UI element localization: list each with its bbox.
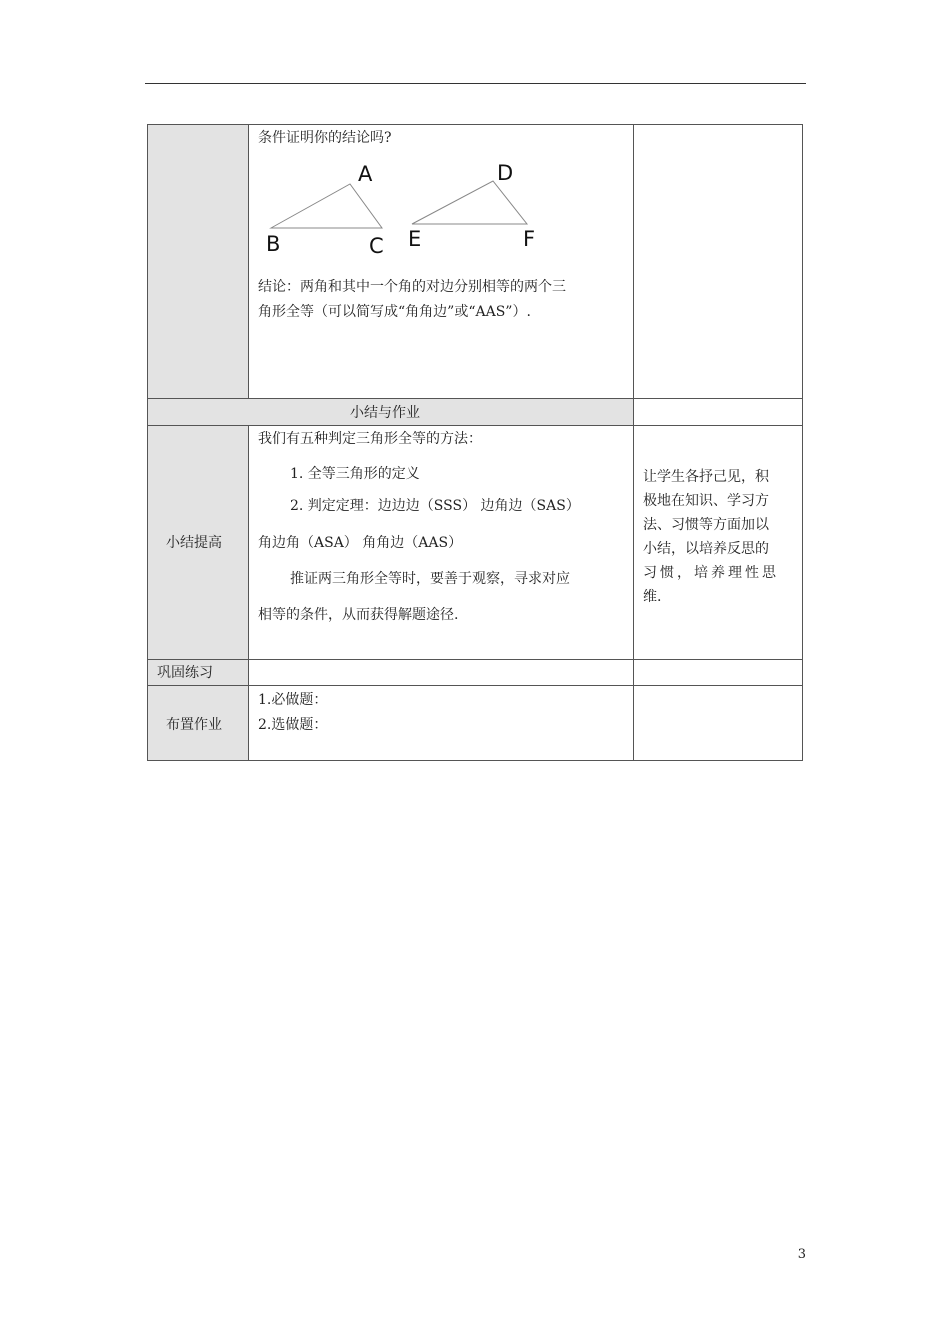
table-border-left (147, 124, 148, 761)
summary-note-line-3: 法、习惯等方面加以 (643, 517, 769, 533)
summary-note-line-4: 小结，以培养反思的 (643, 541, 769, 557)
conclusion-line-2: 角形全等（可以简写成“角角边”或“AAS”）. (258, 304, 531, 320)
header-rule (145, 83, 806, 84)
summary-line-6: 相等的条件，从而获得解题途径. (258, 607, 459, 623)
triangle-abc (271, 184, 382, 228)
triangle-figure (255, 155, 585, 265)
summary-line-4: 角边角（ASA） 角角边（AAS） (258, 535, 463, 551)
summary-line-1: 我们有五种判定三角形全等的方法： (258, 431, 482, 447)
table-border-top (147, 124, 803, 125)
table-rule-1 (147, 398, 803, 399)
table-rule-4 (147, 685, 803, 686)
summary-line-5: 推证两三角形全等时，要善于观察，寻求对应 (290, 571, 570, 587)
vertex-label-c: C (369, 234, 384, 258)
summary-note-line-6: 维. (643, 589, 662, 605)
vertex-label-e: E (408, 227, 422, 251)
summary-label: 小结提高 (166, 535, 222, 551)
column-divider-1a (248, 124, 249, 399)
summary-line-2: 1. 全等三角形的定义 (290, 466, 420, 482)
column-divider-1b (248, 425, 249, 761)
vertex-label-d: D (497, 161, 514, 185)
summary-note (643, 467, 793, 605)
table-rule-3 (147, 659, 803, 660)
conclusion-line-1: 结论：两角和其中一个角的对边分别相等的两个三 (258, 279, 566, 295)
homework-item-2: 2.选做题： (258, 717, 328, 733)
homework-item-1: 1.必做题： (258, 692, 328, 708)
summary-note-line-5: 习惯，培养理性思 (643, 565, 779, 581)
vertex-label-a: A (358, 162, 373, 186)
vertex-label-b: B (266, 232, 281, 256)
table-border-right (802, 124, 803, 761)
summary-note-line-1: 让学生各抒己见，积 (643, 469, 769, 485)
summary-note-line-2: 极地在知识、学习方 (643, 493, 769, 509)
page-number: 3 (797, 1247, 806, 1262)
intro-text: 条件证明你的结论吗? (258, 130, 392, 146)
triangle-def (412, 181, 527, 224)
section-header-title: 小结与作业 (350, 405, 420, 421)
practice-label: 巩固练习 (157, 665, 213, 681)
table-border-bottom (147, 760, 803, 761)
table-rule-2 (147, 425, 803, 426)
summary-line-3: 2. 判定定理：边边边（SSS） 边角边（SAS） (290, 498, 580, 514)
left-column-shade-row1 (148, 125, 248, 398)
column-divider-2 (633, 124, 634, 761)
homework-label: 布置作业 (166, 717, 222, 733)
vertex-label-f: F (523, 227, 536, 251)
